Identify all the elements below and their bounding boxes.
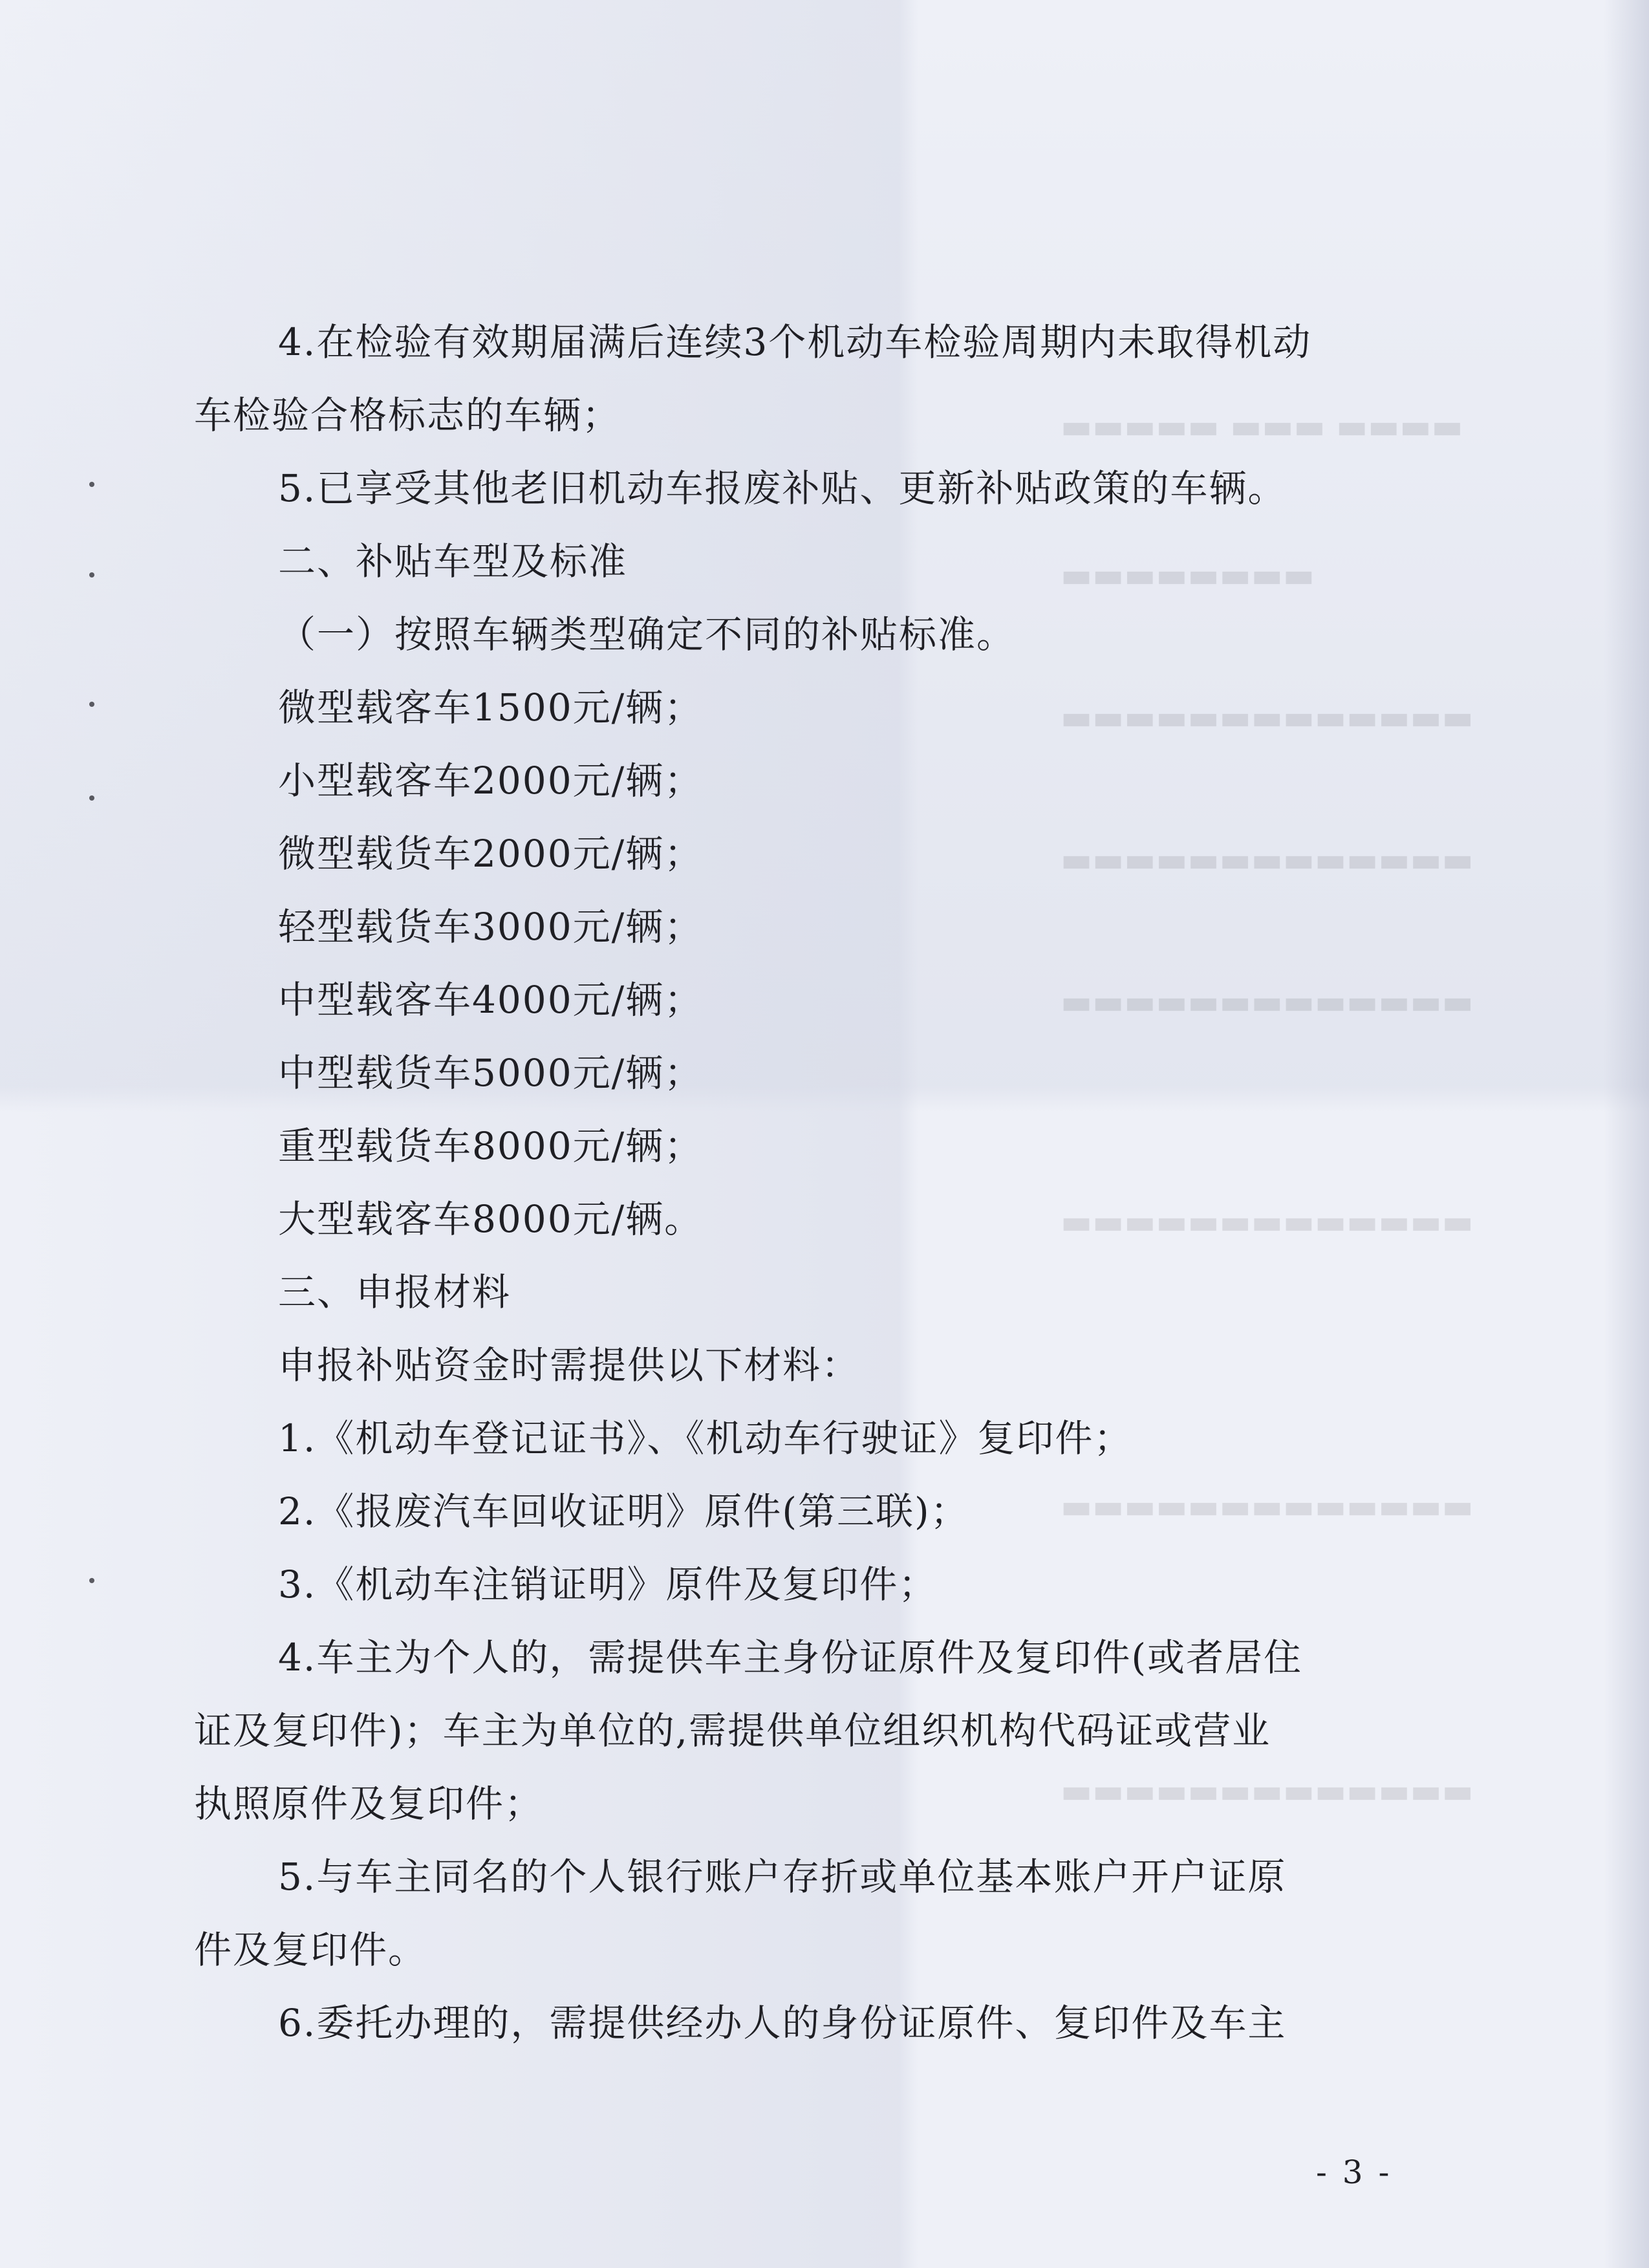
bleed-through-text: ▬▬▬▬▬▬▬▬▬▬▬▬▬	[1061, 841, 1474, 880]
bleed-through-text: ▬▬▬▬▬▬▬▬▬▬▬▬▬	[1061, 1772, 1474, 1811]
material-item-line: 1.《机动车登记证书》、《机动车行驶证》复印件；	[278, 1416, 1133, 1460]
section-heading: 三、申报材料	[278, 1270, 512, 1314]
material-item-line: 6.委托办理的，需提供经办人的身份证原件、复印件及车主	[278, 2001, 1287, 2045]
paragraph-line: 申报补贴资金时需提供以下材料：	[278, 1343, 861, 1387]
bleed-through-text: ▬▬▬▬ ▬▬▬ ▬▬▬▬▬	[1061, 407, 1463, 446]
section-heading: 二、补贴车型及标准	[278, 539, 628, 583]
material-item-line: 5.与车主同名的个人银行账户存折或单位基本账户开户证原	[278, 1855, 1287, 1899]
binding-hole-mark	[89, 1578, 94, 1583]
subsidy-standard-line: 微型载客车1500元/辆；	[278, 686, 704, 729]
binding-hole-mark	[89, 572, 94, 578]
material-item-line: 4.车主为个人的，需提供车主身份证原件及复印件(或者居住	[278, 1636, 1302, 1679]
subsection-heading: （一）按照车辆类型确定不同的补贴标准。	[278, 612, 1016, 656]
bleed-through-text: ▬▬▬▬▬▬▬▬▬▬▬▬▬	[1061, 983, 1474, 1022]
paragraph-line: 4.在检验有效期届满后连续3个机动车检验周期内未取得机动	[278, 320, 1312, 364]
bleed-through-text: ▬▬▬▬▬▬▬▬▬▬▬▬▬	[1061, 698, 1474, 737]
subsidy-standard-line: 中型载货车5000元/辆；	[278, 1051, 704, 1095]
material-item-line: 3.《机动车注销证明》原件及复印件；	[278, 1562, 938, 1606]
page-number: - 3 -	[1316, 2154, 1392, 2191]
subsidy-standard-line: 中型载客车4000元/辆；	[278, 978, 704, 1022]
subsidy-standard-line: 小型载客车2000元/辆；	[278, 759, 704, 803]
bleed-through-text: ▬▬▬▬▬▬▬▬▬▬▬▬▬	[1061, 1203, 1474, 1242]
binding-hole-mark	[89, 482, 94, 487]
material-item-line: 证及复印件)；车主为单位的,需提供单位组织机构代码证或营业	[194, 1709, 1271, 1753]
binding-hole-mark	[89, 795, 94, 801]
bleed-through-text: ▬▬▬▬▬▬▬▬	[1061, 556, 1315, 595]
material-item-line: 2.《报废汽车回收证明》原件(第三联)；	[278, 1489, 969, 1533]
subsidy-standard-line: 重型载货车8000元/辆；	[278, 1124, 704, 1168]
subsidy-standard-line: 大型载客车8000元/辆。	[278, 1197, 704, 1241]
material-item-line: 件及复印件。	[194, 1928, 427, 1972]
bleed-through-text: ▬▬▬▬▬▬▬▬▬▬▬▬▬	[1061, 1487, 1474, 1526]
binding-hole-mark	[89, 702, 94, 707]
subsidy-standard-line: 微型载货车2000元/辆；	[278, 832, 704, 876]
material-item-line: 执照原件及复印件；	[194, 1782, 544, 1826]
page-edge-shadow	[1604, 0, 1649, 2268]
paragraph-line: 车检验合格标志的车辆；	[194, 393, 621, 437]
subsidy-standard-line: 轻型载货车3000元/辆；	[278, 905, 704, 949]
paragraph-line: 5.已享受其他老旧机动车报废补贴、更新补贴政策的车辆。	[278, 466, 1287, 510]
